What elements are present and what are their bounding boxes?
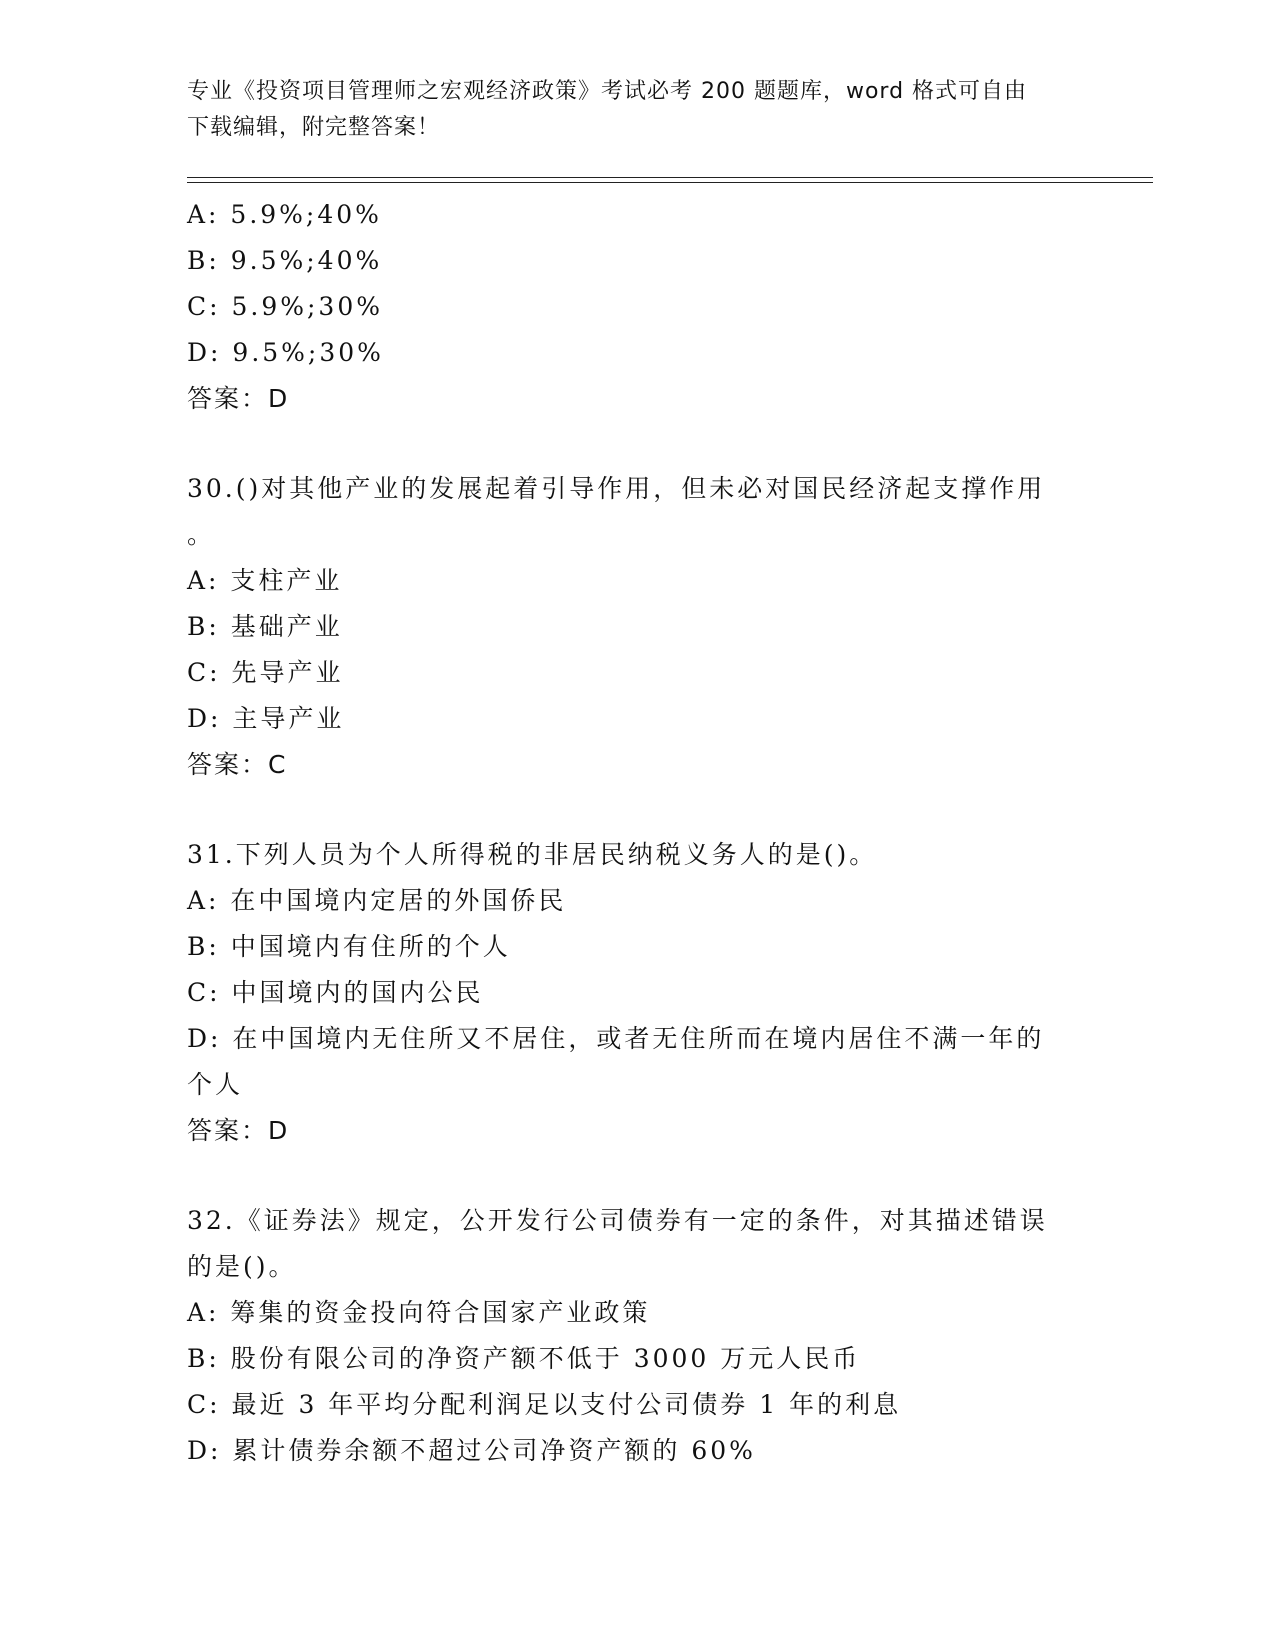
header-rule-bottom — [187, 182, 1153, 183]
option-a: A: 支柱产业 — [187, 566, 343, 595]
option-d: D: 9.5%;30% — [187, 338, 384, 367]
question-31-block — [187, 832, 1087, 1154]
option-b: B: 股份有限公司的净资产额不低于 3000 万元人民币 — [187, 1344, 861, 1373]
question-32-block — [187, 1198, 1087, 1474]
option-c: C: 最近 3 年平均分配利润足以支付公司债券 1 年的利息 — [187, 1390, 902, 1419]
question-29-block — [187, 192, 1087, 422]
question-stem-continued: 。 — [187, 520, 216, 549]
option-b: B: 中国境内有住所的个人 — [187, 932, 511, 961]
header-line-1: 专业《投资项目管理师之宏观经济政策》考试必考 200 题题库，word 格式可自由 — [187, 79, 1028, 104]
option-c: C: 5.9%;30% — [187, 292, 384, 321]
header-rule-top — [187, 177, 1153, 178]
option-a: A: 筹集的资金投向符合国家产业政策 — [187, 1298, 651, 1327]
answer-line: 答案：D — [187, 1116, 290, 1145]
document-header — [187, 74, 1087, 146]
option-c: C: 先导产业 — [187, 658, 344, 687]
question-stem: 30.()对其他产业的发展起着引导作用，但未必对国民经济起支撑作用 — [187, 474, 1046, 503]
header-line-2: 下载编辑，附完整答案！ — [187, 115, 441, 140]
option-b: B: 基础产业 — [187, 612, 343, 641]
option-a: A: 5.9%;40% — [187, 200, 382, 229]
question-stem-continued: 的是()。 — [187, 1252, 297, 1281]
question-30-block — [187, 466, 1087, 788]
option-a: A: 在中国境内定居的外国侨民 — [187, 886, 567, 915]
option-d: D: 在中国境内无住所又不居住，或者无住所而在境内居住不满一年的 — [187, 1024, 1045, 1053]
option-d: D: 累计债券余额不超过公司净资产额的 60% — [187, 1436, 756, 1465]
option-c: C: 中国境内的国内公民 — [187, 978, 484, 1007]
option-b: B: 9.5%;40% — [187, 246, 383, 275]
option-d: D: 主导产业 — [187, 704, 345, 733]
question-stem: 31.下列人员为个人所得税的非居民纳税义务人的是()。 — [187, 840, 878, 869]
question-stem: 32.《证券法》规定，公开发行公司债券有一定的条件，对其描述错误 — [187, 1206, 1048, 1235]
answer-line: 答案：D — [187, 384, 290, 413]
option-d-continued: 个人 — [187, 1070, 244, 1099]
answer-line: 答案：C — [187, 750, 288, 779]
question-list — [187, 192, 1087, 1474]
